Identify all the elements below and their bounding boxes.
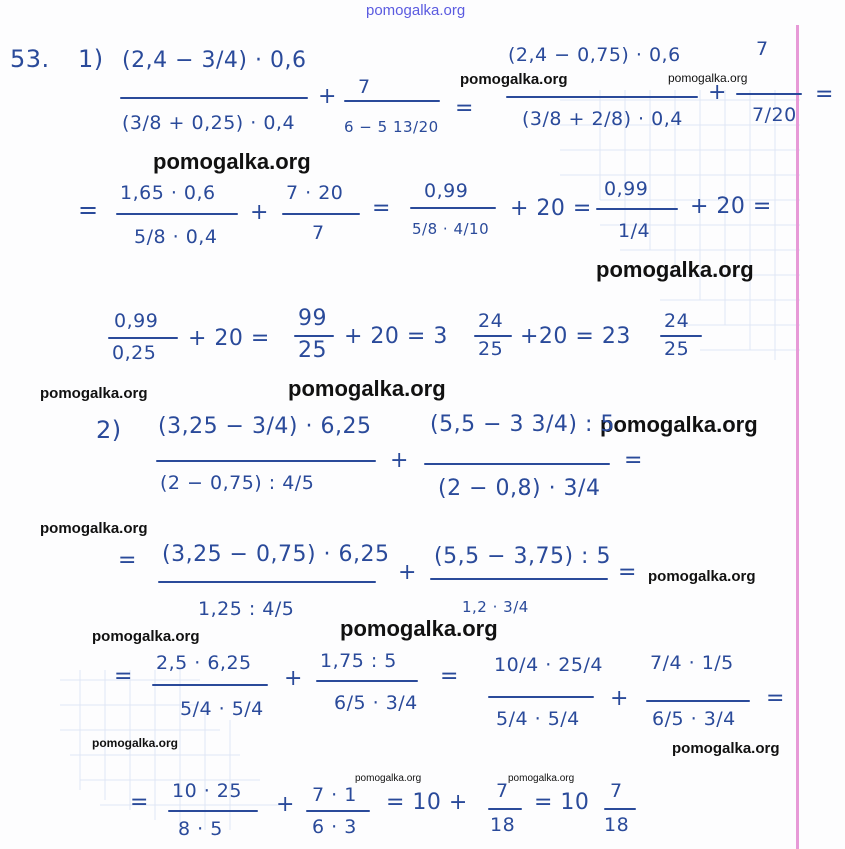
- plus-sign: +: [390, 448, 409, 473]
- numerator: 10/4 · 25/4: [494, 654, 603, 676]
- denominator: 1/4: [618, 220, 651, 242]
- equals-sign: =: [618, 560, 637, 585]
- fraction-bar: [152, 684, 268, 686]
- numerator: 1,65 · 0,6: [120, 182, 216, 204]
- plus-sign: +: [276, 792, 295, 817]
- denominator: 1,2 · 3/4: [462, 598, 529, 616]
- numerator: 7: [358, 76, 371, 98]
- watermark: pomogalka.org: [508, 773, 575, 784]
- plus-sign: +: [318, 84, 337, 109]
- plus-term: + 20 = 3: [344, 324, 448, 349]
- denominator: 5/8 · 0,4: [134, 226, 218, 248]
- fraction-bar: [506, 96, 698, 98]
- numerator: (2,4 − 0,75) · 0,6: [508, 44, 681, 66]
- equals-sign: =: [114, 664, 133, 689]
- fraction-bar: [316, 680, 418, 682]
- fraction-bar: [108, 337, 178, 339]
- numerator: 7/4 · 1/5: [650, 652, 734, 674]
- denominator: 5/4 · 5/4: [496, 708, 580, 730]
- fraction-bar: [410, 207, 496, 209]
- numerator: (5,5 − 3,75) : 5: [434, 544, 611, 569]
- watermark: pomogalka.org: [40, 385, 148, 402]
- plus-term: +20 = 23: [520, 324, 631, 349]
- part-label: 2): [96, 416, 122, 444]
- denominator: (2 − 0,75) : 4/5: [160, 472, 315, 494]
- plus-sign: +: [250, 200, 269, 225]
- numerator: 1,75 : 5: [320, 650, 397, 672]
- watermark: pomogalka.org: [340, 616, 498, 641]
- watermark: pomogalka.org: [355, 773, 422, 784]
- denominator: 25: [298, 338, 327, 363]
- fraction-bar: [282, 213, 360, 215]
- equals-sign: =: [78, 196, 99, 224]
- numerator: (2,4 − 3/4) · 0,6: [122, 48, 307, 73]
- page-margin-line: [796, 25, 799, 849]
- fraction-bar: [120, 97, 308, 99]
- fraction-bar: [604, 808, 636, 810]
- numerator: 7: [496, 780, 509, 802]
- numerator: 7: [610, 780, 623, 802]
- denominator: 18: [490, 814, 516, 836]
- fraction-bar: [596, 208, 678, 210]
- numerator: 0,99: [604, 178, 649, 200]
- equals-sign: =: [130, 790, 149, 815]
- numerator: 7 · 1: [312, 784, 357, 806]
- fraction-bar: [424, 463, 610, 465]
- fraction-bar: [488, 808, 522, 810]
- numerator: 7: [756, 38, 769, 60]
- problem-number: 53.: [10, 45, 50, 73]
- result-whole: = 10: [534, 790, 590, 815]
- fraction-bar: [156, 460, 376, 462]
- numerator: (3,25 − 0,75) · 6,25: [162, 542, 390, 567]
- denominator: (2 − 0,8) · 3/4: [438, 476, 601, 501]
- equals-sign: =: [118, 548, 137, 573]
- denominator: 6/5 · 3/4: [652, 708, 736, 730]
- fraction-bar: [660, 335, 702, 337]
- watermark: pomogalka.org: [648, 568, 756, 585]
- equals-sign: =: [624, 448, 643, 473]
- numerator: 10 · 25: [172, 780, 242, 802]
- sum-expression: = 10 +: [386, 790, 468, 815]
- fraction-bar: [344, 100, 440, 102]
- watermark: pomogalka.org: [288, 376, 446, 401]
- watermark: pomogalka.org: [40, 520, 148, 537]
- numerator: 7 · 20: [286, 182, 344, 204]
- denominator: 0,25: [112, 342, 157, 364]
- watermark: pomogalka.org: [596, 257, 754, 282]
- watermark: pomogalka.org: [672, 740, 780, 757]
- equals-sign: =: [455, 96, 474, 121]
- watermark: pomogalka.org: [668, 71, 748, 85]
- equals-sign: =: [766, 686, 785, 711]
- denominator: 25: [478, 338, 504, 360]
- numerator: 2,5 · 6,25: [156, 652, 252, 674]
- equals-sign: =: [440, 664, 459, 689]
- numerator: 24: [664, 310, 690, 332]
- denominator: 6 · 3: [312, 816, 357, 838]
- watermark: pomogalka.org: [600, 412, 758, 437]
- equals-sign: =: [815, 82, 834, 107]
- watermark-link[interactable]: pomogalka.org: [366, 2, 466, 19]
- denominator: 7/20: [752, 104, 797, 126]
- denominator: 5/4 · 5/4: [180, 698, 264, 720]
- denominator: (3/8 + 0,25) · 0,4: [122, 112, 296, 134]
- numerator: (3,25 − 3/4) · 6,25: [158, 414, 372, 439]
- fraction-bar: [488, 696, 594, 698]
- denominator: 8 · 5: [178, 818, 223, 840]
- equals-sign: =: [372, 196, 391, 221]
- watermark: pomogalka.org: [460, 71, 568, 88]
- fraction-bar: [294, 335, 334, 337]
- numerator: 0,99: [424, 180, 469, 202]
- fraction-bar: [430, 578, 608, 580]
- fraction-bar: [168, 810, 258, 812]
- fraction-bar: [158, 581, 376, 583]
- plus-term: + 20 =: [510, 196, 592, 221]
- fraction-bar: [474, 335, 512, 337]
- watermark: pomogalka.org: [92, 736, 179, 750]
- plus-term: + 20 =: [690, 194, 772, 219]
- watermark: pomogalka.org: [153, 149, 311, 174]
- plus-sign: +: [398, 560, 417, 585]
- fraction-bar: [646, 700, 750, 702]
- denominator: (3/8 + 2/8) · 0,4: [522, 108, 683, 130]
- denominator: 7: [312, 222, 325, 244]
- numerator: 99: [298, 306, 327, 331]
- fraction-bar: [306, 810, 370, 812]
- fraction-bar: [116, 213, 238, 215]
- plus-sign: +: [610, 686, 629, 711]
- denominator: 6/5 · 3/4: [334, 692, 418, 714]
- numerator: 24: [478, 310, 504, 332]
- numerator: (5,5 − 3 3/4) : 5: [430, 412, 615, 437]
- denominator: 6 − 5 13/20: [344, 118, 439, 136]
- denominator: 1,25 : 4/5: [198, 598, 295, 620]
- fraction-bar: [736, 93, 802, 95]
- part-label: 1): [78, 45, 104, 73]
- denominator: 18: [604, 814, 630, 836]
- plus-term: + 20 =: [188, 326, 270, 351]
- plus-sign: +: [708, 80, 727, 105]
- numerator: 0,99: [114, 310, 159, 332]
- denominator: 5/8 · 4/10: [412, 220, 490, 238]
- watermark: pomogalka.org: [92, 628, 200, 645]
- denominator: 25: [664, 338, 690, 360]
- plus-sign: +: [284, 666, 303, 691]
